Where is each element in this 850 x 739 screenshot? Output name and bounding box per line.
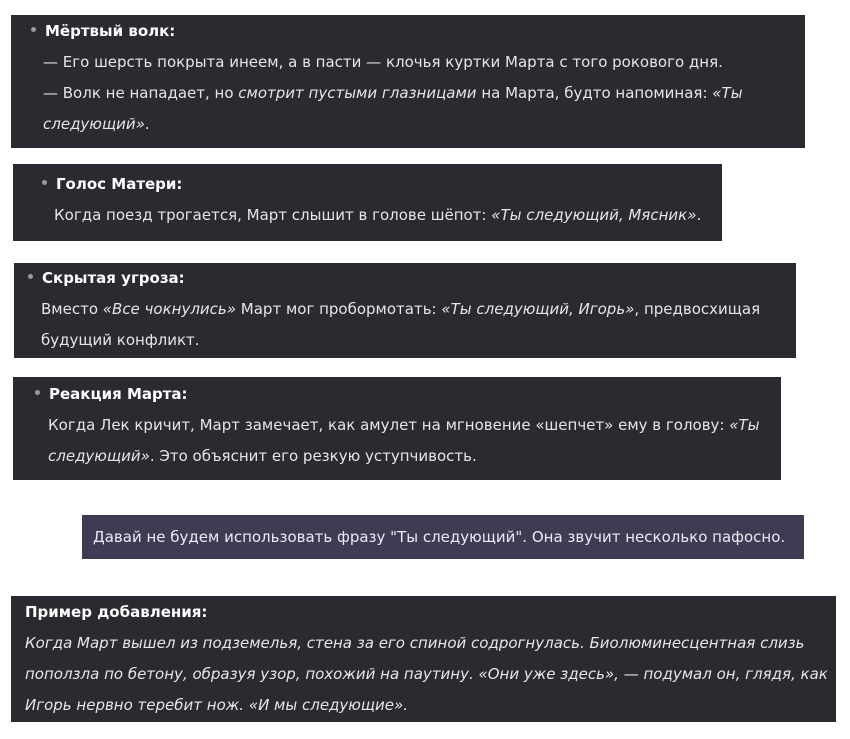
italic-run: «Ты xyxy=(729,416,760,434)
bullet-heading: Мёртвый волк: xyxy=(45,22,176,40)
example-line xyxy=(25,628,836,659)
italic-run: следующий» xyxy=(48,447,150,465)
example-card xyxy=(11,596,836,722)
bullet-heading-line xyxy=(42,169,722,200)
text-run: Когда Лек кричит, Март замечает, как амулет на мгновение «шепчет» ему в голову: xyxy=(48,416,730,434)
example-line xyxy=(25,659,836,690)
italic-run: «Ты следующий, Мясник» xyxy=(491,206,697,224)
bullet-body xyxy=(31,47,805,140)
bullet-heading-line xyxy=(31,16,805,47)
text-run: . xyxy=(144,115,150,133)
italic-run: «Ты xyxy=(712,84,743,102)
italic-run: «Ты следующий, Игорь» xyxy=(441,300,635,318)
text-run: , предвосхищая xyxy=(634,300,761,318)
body-line xyxy=(54,200,722,231)
bullet-icon xyxy=(35,390,40,395)
bullet-heading-line xyxy=(35,379,781,410)
bullet-icon xyxy=(42,180,47,185)
body-line xyxy=(43,109,805,140)
bullet-heading-line xyxy=(28,263,796,294)
bullet-card-mother-voice xyxy=(13,164,722,241)
italic-run: Когда Март вышел из подземелья, стена за его спиной содрогнулась. Биолюминесцентная слизь xyxy=(25,634,805,652)
body-line xyxy=(43,47,805,78)
body-line xyxy=(43,78,805,109)
italic-run: смотрит пустыми глазницами xyxy=(238,84,477,102)
text-run: Вместо xyxy=(41,300,103,318)
bullet-body xyxy=(42,200,722,231)
example-heading: Пример добавления: xyxy=(25,603,208,621)
text-run: . xyxy=(696,206,702,224)
text-run: будущий конфликт. xyxy=(41,331,200,349)
bullet-icon xyxy=(31,27,36,32)
body-line xyxy=(41,325,796,356)
body-line xyxy=(41,294,796,325)
text-run: — Его шерсть покрыта инеем, а в пасти — клочья куртки Марта с того рокового дня. xyxy=(43,53,723,71)
bullet-card-mart-reaction xyxy=(13,377,781,480)
body-line xyxy=(48,410,781,441)
italic-run: следующий» xyxy=(43,115,145,133)
body-line xyxy=(48,441,781,472)
user-message-bubble xyxy=(82,515,804,559)
user-message-text: Давай не будем использовать фразу "Ты следующий". Она звучит несколько пафосно. xyxy=(93,528,786,546)
bullet-heading: Голос Матери: xyxy=(56,175,183,193)
text-run: на Марта, будто напоминая: xyxy=(476,84,713,102)
text-run: Когда поезд трогается, Март слышит в голове шёпот: xyxy=(54,206,492,224)
bullet-heading: Реакция Марта: xyxy=(49,385,188,403)
italic-run: «Все чокнулись» xyxy=(102,300,237,318)
bullet-icon xyxy=(28,274,33,279)
text-run: . Это объяснит его резкую уступчивость. xyxy=(149,447,477,465)
italic-run: поползла по бетону, образуя узор, похожий на паутину. «Они уже здесь», — подумал он, глядя, как xyxy=(25,665,828,683)
text-run: Март мог пробормотать: xyxy=(236,300,442,318)
bullet-card-dead-wolf xyxy=(11,15,805,148)
bullet-heading: Скрытая угроза: xyxy=(42,269,185,287)
bullet-body xyxy=(28,294,796,356)
bullet-body xyxy=(35,410,781,472)
example-line xyxy=(25,690,836,721)
italic-run: Игорь нервно теребит нож. «И мы следующие». xyxy=(25,696,409,714)
text-run: — Волк не нападает, но xyxy=(43,84,239,102)
bullet-card-hidden-threat xyxy=(14,263,796,358)
